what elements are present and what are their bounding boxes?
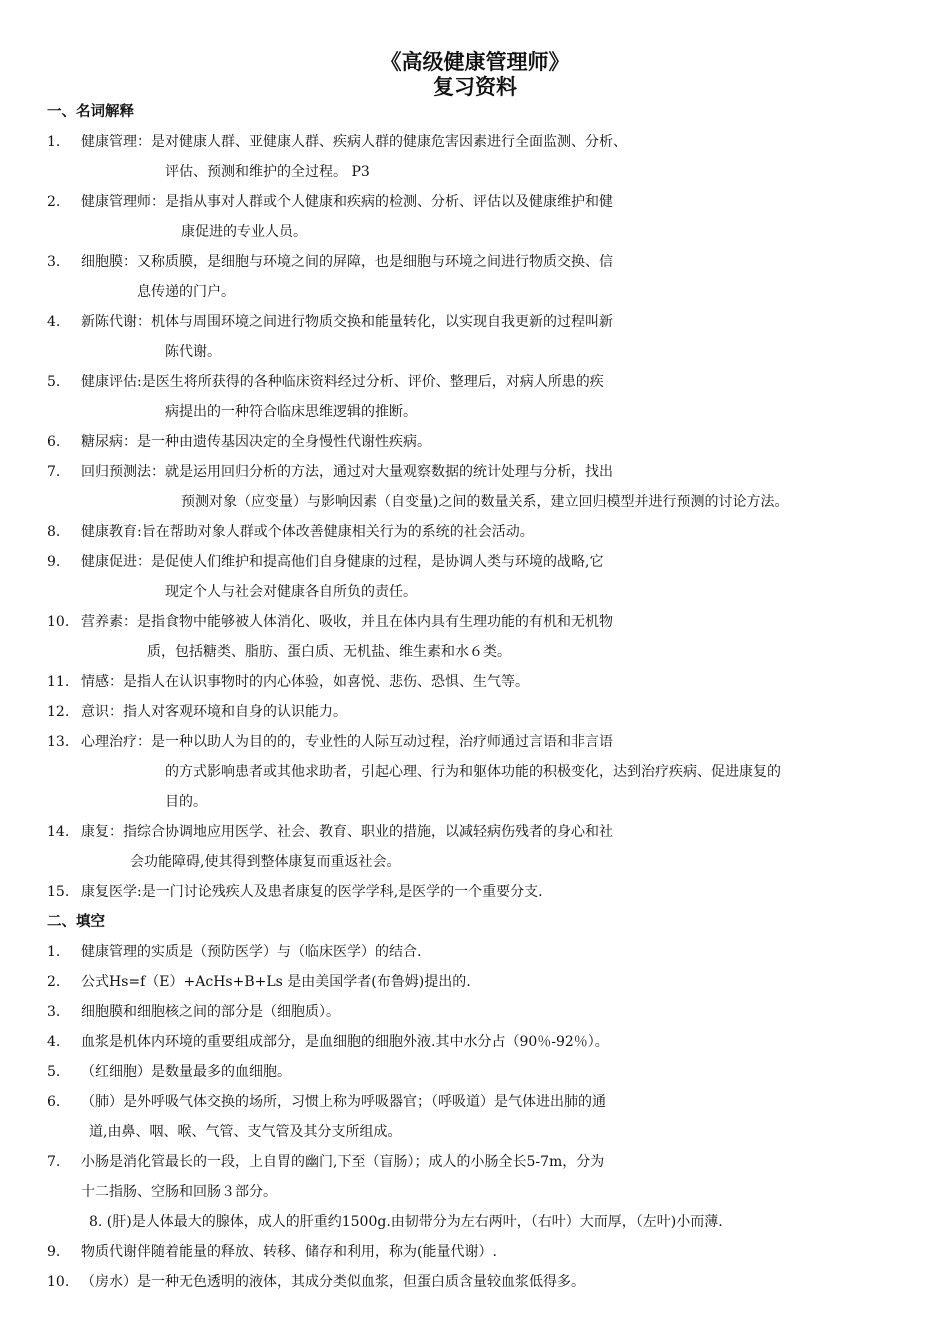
item-number: 9. [47, 1244, 61, 1260]
item-text: 意识：指人对客观环境和自身的认识能力。 [81, 704, 347, 720]
item-number: 1. [47, 134, 61, 150]
item-text: （红细胞）是数量最多的血细胞。 [81, 1064, 291, 1080]
item-text: 8. (肝)是人体最大的腺体，成人的肝重约1500g.由韧带分为左右两叶，（右叶）大而厚，（左叶)小而薄. [89, 1214, 723, 1230]
item-number: 5. [47, 1064, 61, 1080]
item-number: 2. [47, 194, 61, 210]
item-number: 4. [47, 1034, 61, 1050]
item-text: 健康管理师：是指从事对人群或个人健康和疾病的检测、分析、评估以及健康维护和健 [81, 194, 613, 210]
item-text: 新陈代谢：机体与周围环境之间进行物质交换和能量转化，以实现自我更新的过程叫新 [81, 314, 613, 330]
item-text: 健康管理的实质是（预防医学）与（临床医学）的结合. [81, 944, 422, 960]
item-number: 14. [47, 824, 70, 840]
item-text: 细胞膜和细胞核之间的部分是（细胞质）。 [81, 1004, 340, 1020]
item-text: 健康管理：是对健康人群、亚健康人群、疾病人群的健康危害因素进行全面监测、分析、 [81, 134, 627, 150]
item-text: 康复：指综合协调地应用医学、社会、教育、职业的措施，以减轻病伤残者的身心和社 [81, 824, 613, 840]
item-text-continuation: 会功能障碍,使其得到整体康复而重返社会。 [130, 854, 401, 870]
item-text: （肺）是外呼吸气体交换的场所，习惯上称为呼吸器官；（呼吸道）是气体进出肺的通 [81, 1094, 606, 1110]
item-text: 健康教育:旨在帮助对象人群或个体改善健康相关行为的系统的社会活动。 [81, 524, 534, 540]
item-text: 物质代谢伴随着能量的释放、转移、储存和利用，称为(能量代谢）. [81, 1244, 497, 1260]
item-text: 小肠是消化管最长的一段，上自胃的幽门,下至（盲肠）；成人的小肠全长5-7m，分为 [81, 1154, 605, 1170]
item-text: 健康评估:是医生将所获得的各种临床资料经过分析、评价、整理后，对病人所患的疾 [81, 374, 604, 390]
document-title-line2: 复习资料 [433, 75, 517, 99]
item-number: 5. [47, 374, 61, 390]
item-number: 11. [47, 674, 70, 690]
item-text: （房水）是一种无色透明的液体，其成分类似血浆，但蛋白质含量较血浆低得多。 [81, 1274, 585, 1290]
item-number: 1. [47, 944, 61, 960]
item-number: 8. [47, 524, 61, 540]
item-text-continuation: 病提出的一种符合临床思维逻辑的推断。 [165, 404, 417, 420]
item-text: 心理治疗：是一种以助人为目的的，专业性的人际互动过程，治疗师通过言语和非言语 [81, 734, 613, 750]
item-text: 健康促进：是促使人们维护和提高他们自身健康的过程，是协调人类与环境的战略,它 [81, 554, 604, 570]
item-text: 回归预测法：就是运用回归分析的方法，通过对大量观察数据的统计处理与分析，找出 [81, 464, 613, 480]
document-title-line1: 《高级健康管理师》 [380, 50, 570, 74]
item-number: 15. [47, 884, 70, 900]
item-text-continuation: 息传递的门户。 [137, 284, 235, 300]
item-number: 9. [47, 554, 61, 570]
item-number: 6. [47, 434, 61, 450]
item-text-continuation: 康促进的专业人员。 [181, 224, 307, 240]
item-text-continuation: 评估、预测和维护的全过程。 P3 [165, 164, 370, 180]
item-text: 糖尿病：是一种由遗传基因决定的全身慢性代谢性疾病。 [81, 434, 431, 450]
item-text: 康复医学:是一门讨论残疾人及患者康复的医学学科,是医学的一个重要分支. [81, 884, 543, 900]
item-text-continuation: 目的。 [165, 794, 207, 810]
item-number: 3. [47, 1004, 61, 1020]
item-text-continuation: 道,由鼻、咽、喉、气管、支气管及其分支所组成。 [89, 1124, 402, 1140]
item-number: 10. [47, 614, 70, 630]
item-text: 营养素：是指食物中能够被人体消化、吸收，并且在体内具有生理功能的有机和无机物 [81, 614, 613, 630]
item-number: 4. [47, 314, 61, 330]
section2-heading: 二、填空 [47, 914, 105, 930]
item-number: 6. [47, 1094, 61, 1110]
item-text: 血浆是机体内环境的重要组成部分，是血细胞的细胞外液.其中水分占（90％-92％）。 [81, 1034, 609, 1050]
item-number: 13. [47, 734, 70, 750]
item-text-continuation: 质，包括糖类、脂肪、蛋白质、无机盐、维生素和水６类。 [147, 644, 511, 660]
item-text-continuation: 现定个人与社会对健康各自所负的责任。 [165, 584, 417, 600]
item-number: 7. [47, 464, 61, 480]
item-number: 2. [47, 974, 61, 990]
item-number: 10. [47, 1274, 70, 1290]
item-text-continuation: 预测对象（应变量）与影响因素（自变量)之间的数量关系，建立回归模型并进行预测的讨论方法。 [181, 494, 789, 510]
item-number: 7. [47, 1154, 61, 1170]
item-text: 情感：是指人在认识事物时的内心体验，如喜悦、悲伤、恐惧、生气等。 [81, 674, 529, 690]
section1-heading: 一、名词解释 [47, 104, 134, 120]
item-text-continuation: 的方式影响患者或其他求助者，引起心理、行为和躯体功能的积极变化，达到治疗疾病、促进康复的 [165, 764, 781, 780]
item-text: 公式Hs=f（E）+AcHs+B+Ls 是由美国学者(布鲁姆)提出的. [81, 974, 471, 990]
item-text-continuation: 陈代谢。 [165, 344, 221, 360]
item-text-continuation: 十二指肠、空肠和回肠３部分。 [81, 1184, 277, 1200]
item-number: 3. [47, 254, 61, 270]
item-number: 12. [47, 704, 70, 720]
item-text: 细胞膜：又称质膜，是细胞与环境之间的屏障，也是细胞与环境之间进行物质交换、信 [81, 254, 613, 270]
